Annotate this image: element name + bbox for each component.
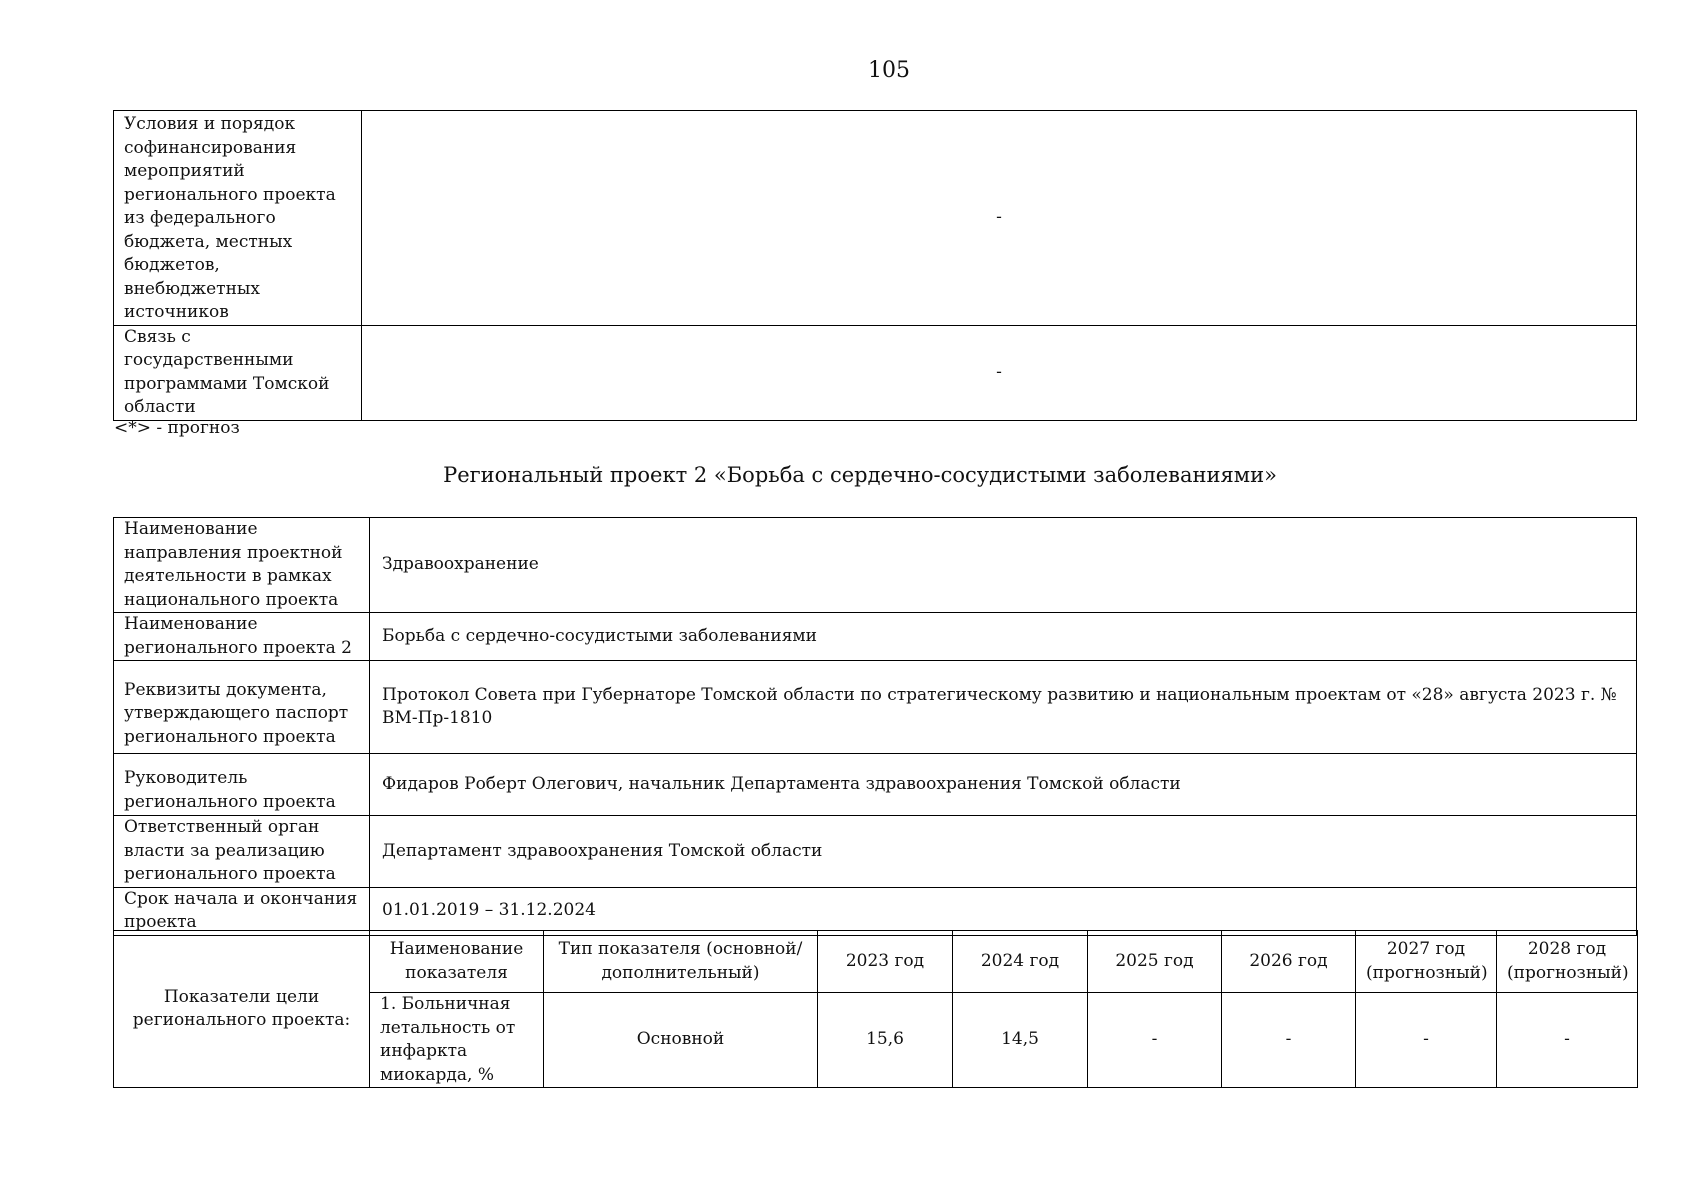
- project-passport-table: [113, 517, 1637, 936]
- column-header: Тип показателя (основной/дополнительный): [544, 931, 818, 993]
- row-value: -: [362, 325, 1637, 420]
- row-label: Срок начала и окончания проекта: [114, 887, 370, 935]
- table-row: [114, 816, 1637, 888]
- table-row: [114, 661, 1637, 754]
- row-value: -: [362, 111, 1637, 326]
- row-label: Реквизиты документа, утверждающего паспорт регионального проекта: [114, 661, 370, 754]
- table-row: [114, 111, 1637, 326]
- cofinancing-table: [113, 110, 1637, 421]
- row-value: Протокол Совета при Губернаторе Томской области по стратегическому развитию и национальным проектам от «28» августа 2023 г. № ВМ-Пр-1810: [370, 661, 1637, 754]
- forecast-footnote: <*> - прогноз: [114, 418, 240, 438]
- section-title: Региональный проект 2 «Борьба с сердечно-сосудистыми заболеваниями»: [443, 463, 1277, 487]
- page-number: 105: [868, 58, 910, 83]
- indicator-name: 1. Больничная летальность от инфаркта миокарда, %: [370, 993, 544, 1088]
- indicator-value-2027: -: [1356, 993, 1497, 1088]
- row-value: 01.01.2019 – 31.12.2024: [370, 887, 1637, 935]
- indicator-value-2023: 15,6: [818, 993, 953, 1088]
- column-header: 2024 год: [953, 931, 1088, 993]
- table-row: [114, 754, 1637, 816]
- column-header: 2028 год (прогнозный): [1497, 931, 1638, 993]
- indicator-header-row: [114, 931, 1638, 993]
- row-value: Здравоохранение: [370, 518, 1637, 613]
- column-header: 2023 год: [818, 931, 953, 993]
- indicator-value-2026: -: [1222, 993, 1356, 1088]
- indicator-type: Основной: [544, 993, 818, 1088]
- indicators-label: Показатели цели регионального проекта:: [114, 931, 370, 1088]
- row-label: Ответственный орган власти за реализацию регионального проекта: [114, 816, 370, 888]
- row-label: Наименование регионального проекта 2: [114, 613, 370, 661]
- column-header: Наименование показателя: [370, 931, 544, 993]
- row-label: Наименование направления проектной деятельности в рамках национального проекта: [114, 518, 370, 613]
- table-row: [114, 518, 1637, 613]
- indicators-table: [113, 930, 1638, 1088]
- row-value: Департамент здравоохранения Томской области: [370, 816, 1637, 888]
- column-header: 2025 год: [1088, 931, 1222, 993]
- row-label: Руководитель регионального проекта: [114, 754, 370, 816]
- row-value: Фидаров Роберт Олегович, начальник Департамента здравоохранения Томской области: [370, 754, 1637, 816]
- table-row: [114, 887, 1637, 935]
- indicator-value-2028: -: [1497, 993, 1638, 1088]
- indicator-value-2025: -: [1088, 993, 1222, 1088]
- row-label: Связь с государственными программами Томской области: [114, 325, 362, 420]
- row-label: Условия и порядок софинансирования мероприятий регионального проекта из федерального бюджета, местных бюджетов, внебюджетных источников: [114, 111, 362, 326]
- table-row: [114, 613, 1637, 661]
- column-header: 2026 год: [1222, 931, 1356, 993]
- table-row: [114, 325, 1637, 420]
- column-header: 2027 год (прогнозный): [1356, 931, 1497, 993]
- indicator-value-2024: 14,5: [953, 993, 1088, 1088]
- row-value: Борьба с сердечно-сосудистыми заболеваниями: [370, 613, 1637, 661]
